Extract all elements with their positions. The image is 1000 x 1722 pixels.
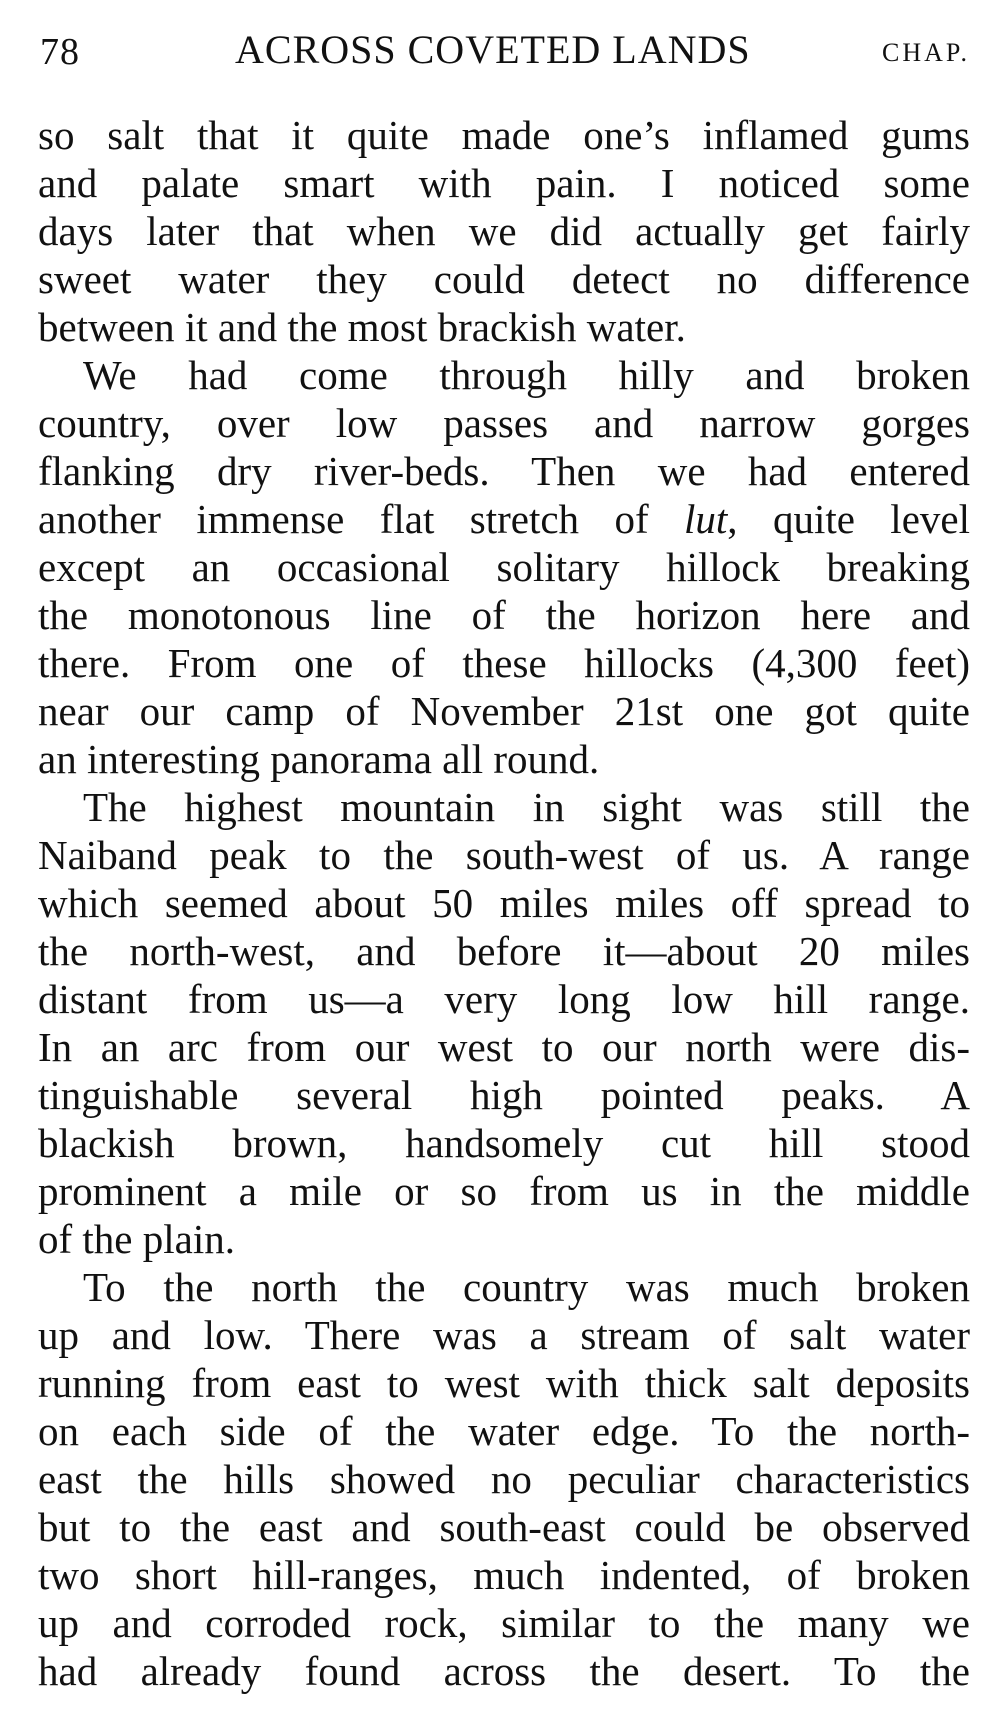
text-line: tinguishable several high pointed peaks. A [38,1072,970,1118]
text-line: of the plain. [38,1216,235,1262]
page-number: 78 [40,31,80,73]
text-line: sweet water they could detect no difference [38,256,970,302]
text-line: on each side of the water edge. To the north- [38,1408,970,1454]
text-line: days later that when we did actually get fairly [38,208,970,254]
text-line: two short hill-ranges, much indented, of broken [38,1552,970,1598]
running-head [40,22,970,82]
text-line: To the north the country was much broken [83,1264,970,1310]
text-line: and palate smart with pain. I noticed some [38,160,970,206]
text-line: In an arc from our west to our north were dis- [38,1024,970,1070]
text-line: blackish brown, handsomely cut hill stood [38,1120,970,1166]
text-line: the monotonous line of the horizon here and [38,592,970,638]
text-line: the north-west, and before it—about 20 miles [38,928,970,974]
text-line: there. From one of these hillocks (4,300 feet) [38,640,970,686]
text-line-with-italic [38,495,970,543]
paragraph [38,1263,970,1695]
paragraph [38,783,970,1263]
text-line: except an occasional solitary hillock breaking [38,544,970,590]
text-line: distant from us—a very long low hill range. [38,976,970,1022]
text-line: had already found across the desert. To the [38,1648,970,1694]
text-line: prominent a mile or so from us in the middle [38,1168,970,1214]
text-line: up and corroded rock, similar to the many we [38,1600,970,1646]
text-line: Naiband peak to the south-west of us. A range [38,832,970,878]
chapter-label: CHAP. [882,38,970,67]
text-line: between it and the most brackish water. [38,304,686,350]
text-line: running from east to west with thick salt deposits [38,1360,970,1406]
text-line: We had come through hilly and broken [83,352,970,398]
body-text [38,111,970,1695]
book-title: ACROSS COVETED LANDS [235,27,751,72]
text-line: up and low. There was a stream of salt water [38,1312,970,1358]
text-line: east the hills showed no peculiar characteristics [38,1456,970,1502]
text-segment: , quite level [727,496,970,542]
text-line: The highest mountain in sight was still the [83,784,970,830]
italic-term: lut [684,496,728,542]
paragraph [38,351,970,783]
paragraph [38,111,970,351]
text-line: which seemed about 50 miles miles off spread to [38,880,970,926]
text-line: near our camp of November 21st one got quite [38,688,970,734]
text-line: but to the east and south-east could be observed [38,1504,970,1550]
text-line: an interesting panorama all round. [38,736,600,782]
text-line: so salt that it quite made one’s inflamed gums [38,112,970,158]
text-segment: another immense flat stretch of [38,496,649,542]
text-line: flanking dry river-beds. Then we had entered [38,448,970,494]
text-line: country, over low passes and narrow gorges [38,400,970,446]
